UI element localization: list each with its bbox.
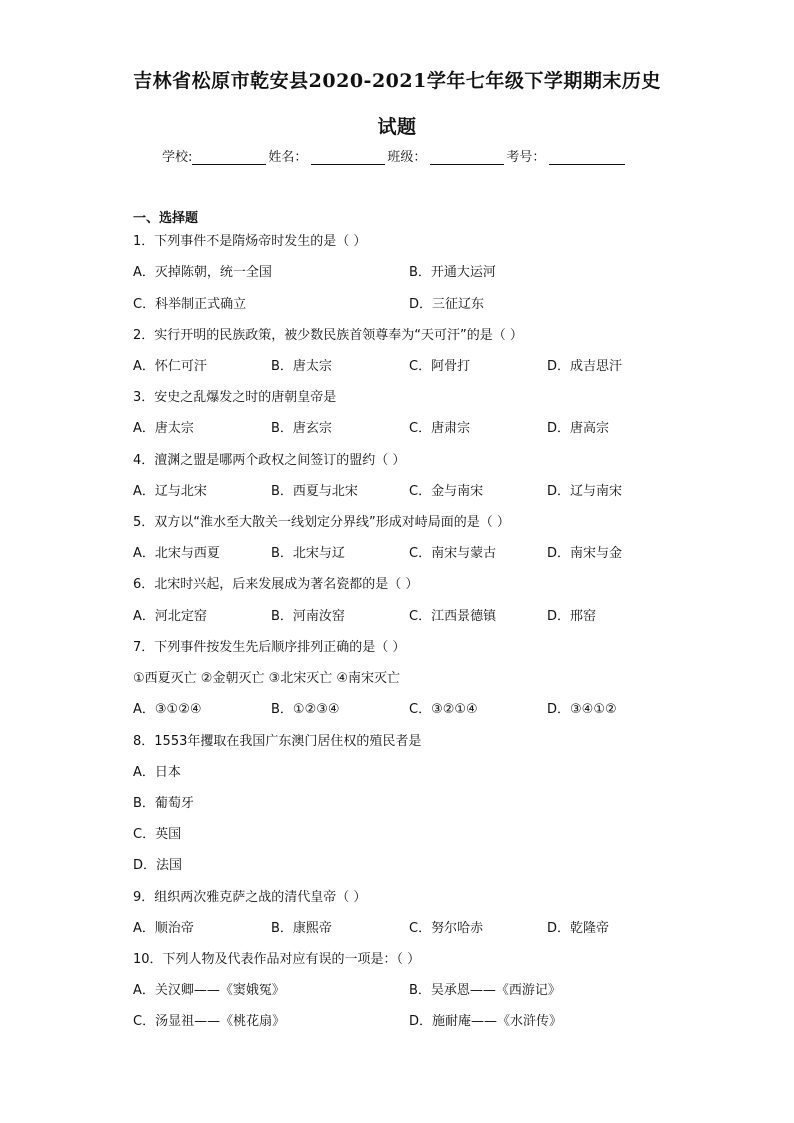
exam-title-line1: 吉林省松原市乾安县2020-2021学年七年级下学期期末历史 bbox=[133, 70, 661, 92]
question-stem-4: 4．澶渊之盟是哪两个政权之间签订的盟约（ ） bbox=[133, 453, 406, 468]
option-4d[interactable]: D．辽与南宋 bbox=[547, 484, 623, 499]
exam-title-line2: 试题 bbox=[377, 116, 417, 138]
option-10d[interactable]: D．施耐庵——《水浒传》 bbox=[409, 1014, 563, 1029]
number-label: 考号： bbox=[506, 150, 546, 165]
option-7c[interactable]: C．③②①④ bbox=[409, 702, 478, 717]
question-7-events: ①西夏灭亡 ②金朝灭亡 ③北宋灭亡 ④南宋灭亡 bbox=[133, 671, 401, 686]
question-stem-3: 3．安史之乱爆发之时的唐朝皇帝是 bbox=[133, 390, 337, 405]
school-blank[interactable] bbox=[192, 150, 266, 165]
option-1a[interactable]: A．灭掉陈朝，统一全国 bbox=[133, 265, 272, 280]
option-5c[interactable]: C．南宋与蒙古 bbox=[409, 546, 497, 561]
option-2a[interactable]: A．怀仁可汗 bbox=[133, 359, 207, 374]
school-label: 学校: bbox=[162, 150, 193, 165]
option-9d[interactable]: D．乾隆帝 bbox=[547, 921, 610, 936]
option-1d[interactable]: D．三征辽东 bbox=[409, 297, 485, 312]
question-stem-8: 8．1553年攫取在我国广东澳门居住权的殖民者是 bbox=[133, 734, 422, 749]
option-5a[interactable]: A．北宋与西夏 bbox=[133, 546, 220, 561]
option-6a[interactable]: A．河北定窑 bbox=[133, 609, 207, 624]
option-8c[interactable]: C．英国 bbox=[133, 827, 182, 842]
option-3a[interactable]: A．唐太宗 bbox=[133, 421, 194, 436]
option-3b[interactable]: B．唐玄宗 bbox=[271, 421, 332, 436]
question-stem-9: 9．组织两次雅克萨之战的清代皇帝（ ） bbox=[133, 890, 367, 905]
name-blank[interactable] bbox=[311, 150, 385, 165]
option-1c[interactable]: C．科举制正式确立 bbox=[133, 297, 247, 312]
option-3c[interactable]: C．唐肃宗 bbox=[409, 421, 471, 436]
class-blank[interactable] bbox=[430, 150, 504, 165]
option-3d[interactable]: D．唐高宗 bbox=[547, 421, 610, 436]
name-label: 姓名： bbox=[268, 150, 308, 165]
option-5d[interactable]: D．南宋与金 bbox=[547, 546, 623, 561]
section-title: 一、选择题 bbox=[133, 211, 199, 226]
question-stem-7: 7．下列事件按发生先后顺序排列正确的是（ ） bbox=[133, 640, 406, 655]
number-blank[interactable] bbox=[549, 150, 625, 165]
option-10a[interactable]: A．关汉卿——《窦娥冤》 bbox=[133, 983, 285, 998]
option-9a[interactable]: A．顺治帝 bbox=[133, 921, 194, 936]
option-8d[interactable]: D．法国 bbox=[133, 858, 183, 873]
option-5b[interactable]: B．北宋与辽 bbox=[271, 546, 345, 561]
option-2b[interactable]: B．唐太宗 bbox=[271, 359, 332, 374]
option-10b[interactable]: B．吴承恩——《西游记》 bbox=[409, 983, 561, 998]
question-stem-10: 10．下列人物及代表作品对应有误的一项是：（ ） bbox=[133, 952, 421, 967]
option-8b[interactable]: B．葡萄牙 bbox=[133, 796, 194, 811]
option-4a[interactable]: A．辽与北宋 bbox=[133, 484, 207, 499]
question-stem-6: 6．北宋时兴起，后来发展成为著名瓷都的是（ ） bbox=[133, 577, 419, 592]
option-7a[interactable]: A．③①②④ bbox=[133, 702, 202, 717]
option-10c[interactable]: C．汤显祖——《桃花扇》 bbox=[133, 1014, 286, 1029]
option-6d[interactable]: D．邢窑 bbox=[547, 609, 597, 624]
option-7b[interactable]: B．①②③④ bbox=[271, 702, 340, 717]
class-label: 班级： bbox=[387, 150, 427, 165]
option-9c[interactable]: C．努尔哈赤 bbox=[409, 921, 484, 936]
option-2d[interactable]: D．成吉思汗 bbox=[547, 359, 623, 374]
option-8a[interactable]: A．日本 bbox=[133, 765, 181, 780]
option-2c[interactable]: C．阿骨打 bbox=[409, 359, 471, 374]
question-stem-1: 1．下列事件不是隋炀帝时发生的是（ ） bbox=[133, 234, 367, 249]
option-6c[interactable]: C．江西景德镇 bbox=[409, 609, 497, 624]
option-4c[interactable]: C．金与南宋 bbox=[409, 484, 484, 499]
student-info-row bbox=[162, 146, 627, 165]
option-7d[interactable]: D．③④①② bbox=[547, 702, 617, 717]
question-stem-5: 5．双方以“淮水至大散关一线划定分界线”形成对峙局面的是（ ） bbox=[133, 515, 510, 530]
question-stem-2: 2．实行开明的民族政策，被少数民族首领尊奉为“天可汗”的是（ ） bbox=[133, 328, 523, 343]
option-4b[interactable]: B．西夏与北宋 bbox=[271, 484, 358, 499]
option-9b[interactable]: B．康熙帝 bbox=[271, 921, 332, 936]
option-1b[interactable]: B．开通大运河 bbox=[409, 265, 496, 280]
option-6b[interactable]: B．河南汝窑 bbox=[271, 609, 345, 624]
